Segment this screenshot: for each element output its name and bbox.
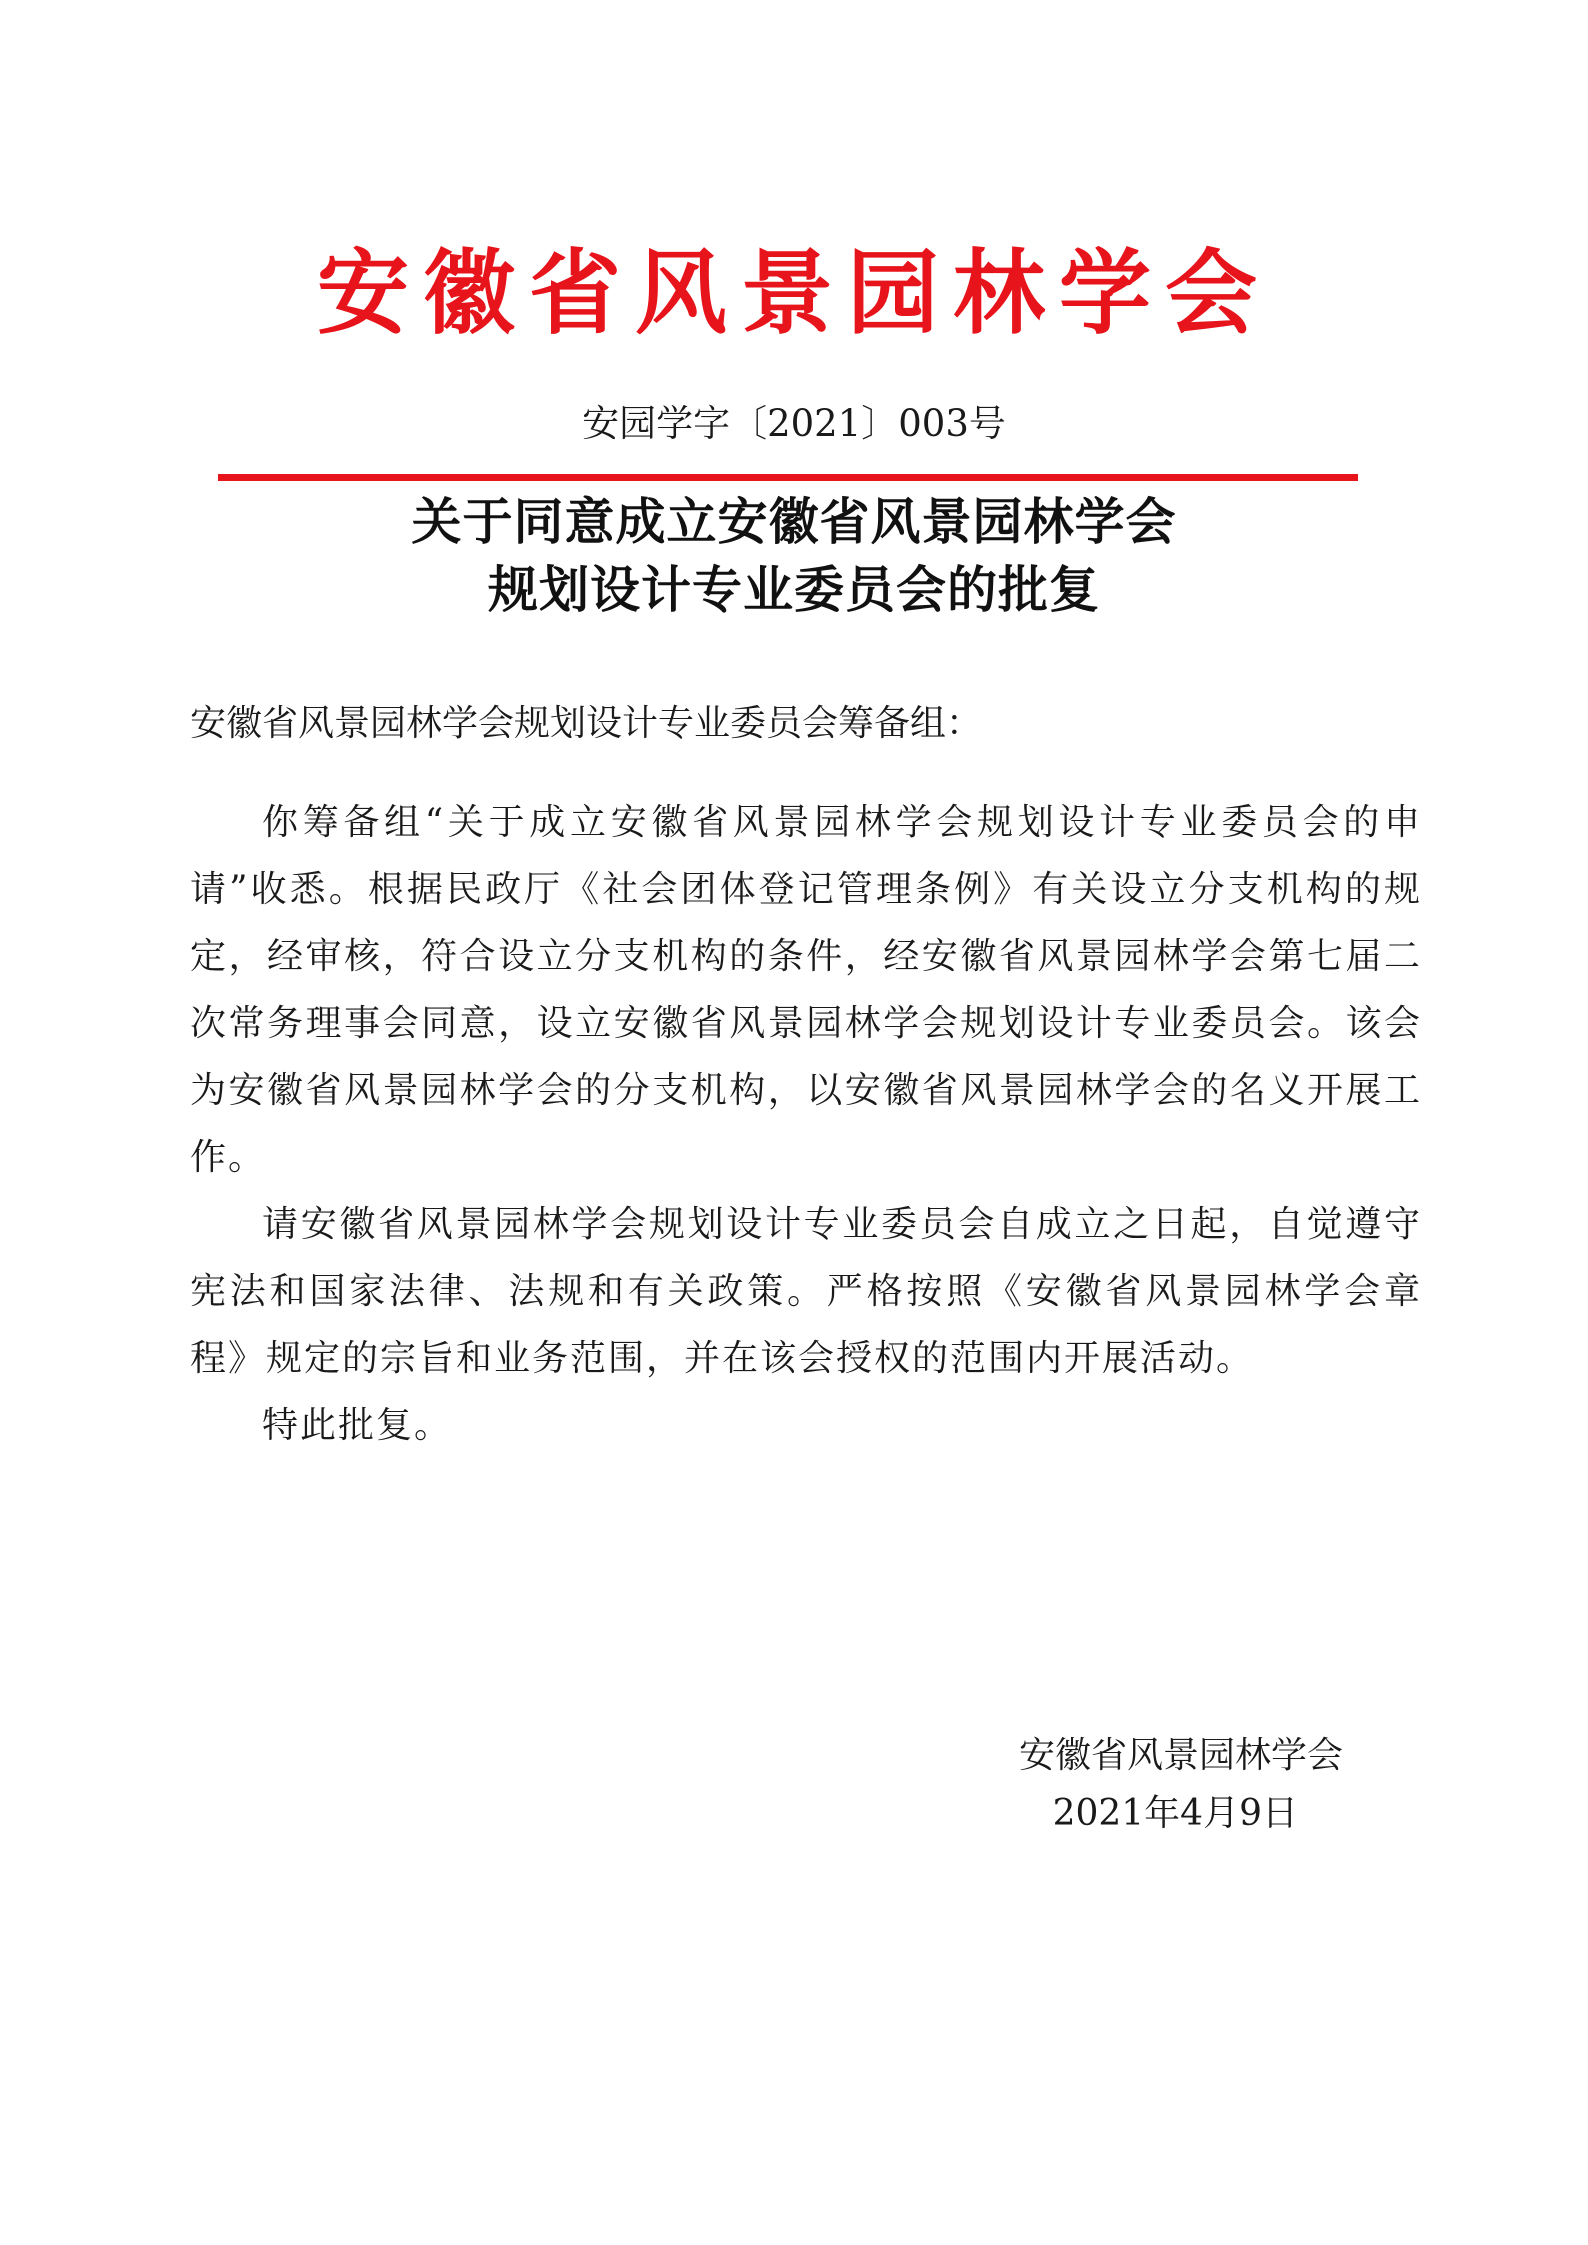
- signature-date: 2021年4月9日: [1052, 1793, 1298, 1834]
- signature-organization: 安徽省风景园林学会: [1018, 1735, 1343, 1776]
- red-divider-line: [218, 474, 1358, 481]
- paragraph-2: 请安徽省风景园林学会规划设计专业委员会自成立之日起，自觉遵守宪法和国家法律、法规和有关政策。严格按照《安徽省风景园林学会章程》规定的宗旨和业务范围，并在该会授权的范围内开展活动。: [190, 1204, 1422, 1379]
- organization-header: 安徽省风景园林学会: [316, 240, 1271, 347]
- paragraph-1: 你筹备组“关于成立安徽省风景园林学会规划设计专业委员会的申请”收悉。根据民政厅《社会团体登记管理条例》有关设立分支机构的规定，经审核，符合设立分支机构的条件，经安徽省风景园林学会第七届二次常务理事会同意，设立安徽省风景园林学会规划设计专业委员会。该会为安徽省风景园林学会的分支机构，以安徽省风景园林学会的名义开展工作。: [190, 802, 1422, 1178]
- addressee: 安徽省风景园林学会规划设计专业委员会筹备组：: [190, 703, 983, 744]
- signature-block: [1019, 1727, 1343, 1843]
- paragraph-3: 特此批复。: [262, 1405, 453, 1446]
- title-line-1: 关于同意成立安徽省风景园林学会: [411, 492, 1177, 551]
- body-paragraphs: [190, 789, 1422, 1459]
- title-line-2: 规划设计专业委员会的批复: [488, 560, 1100, 619]
- document-title: [0, 488, 1588, 624]
- document-number: 安园学字〔2021〕003号: [582, 402, 1006, 445]
